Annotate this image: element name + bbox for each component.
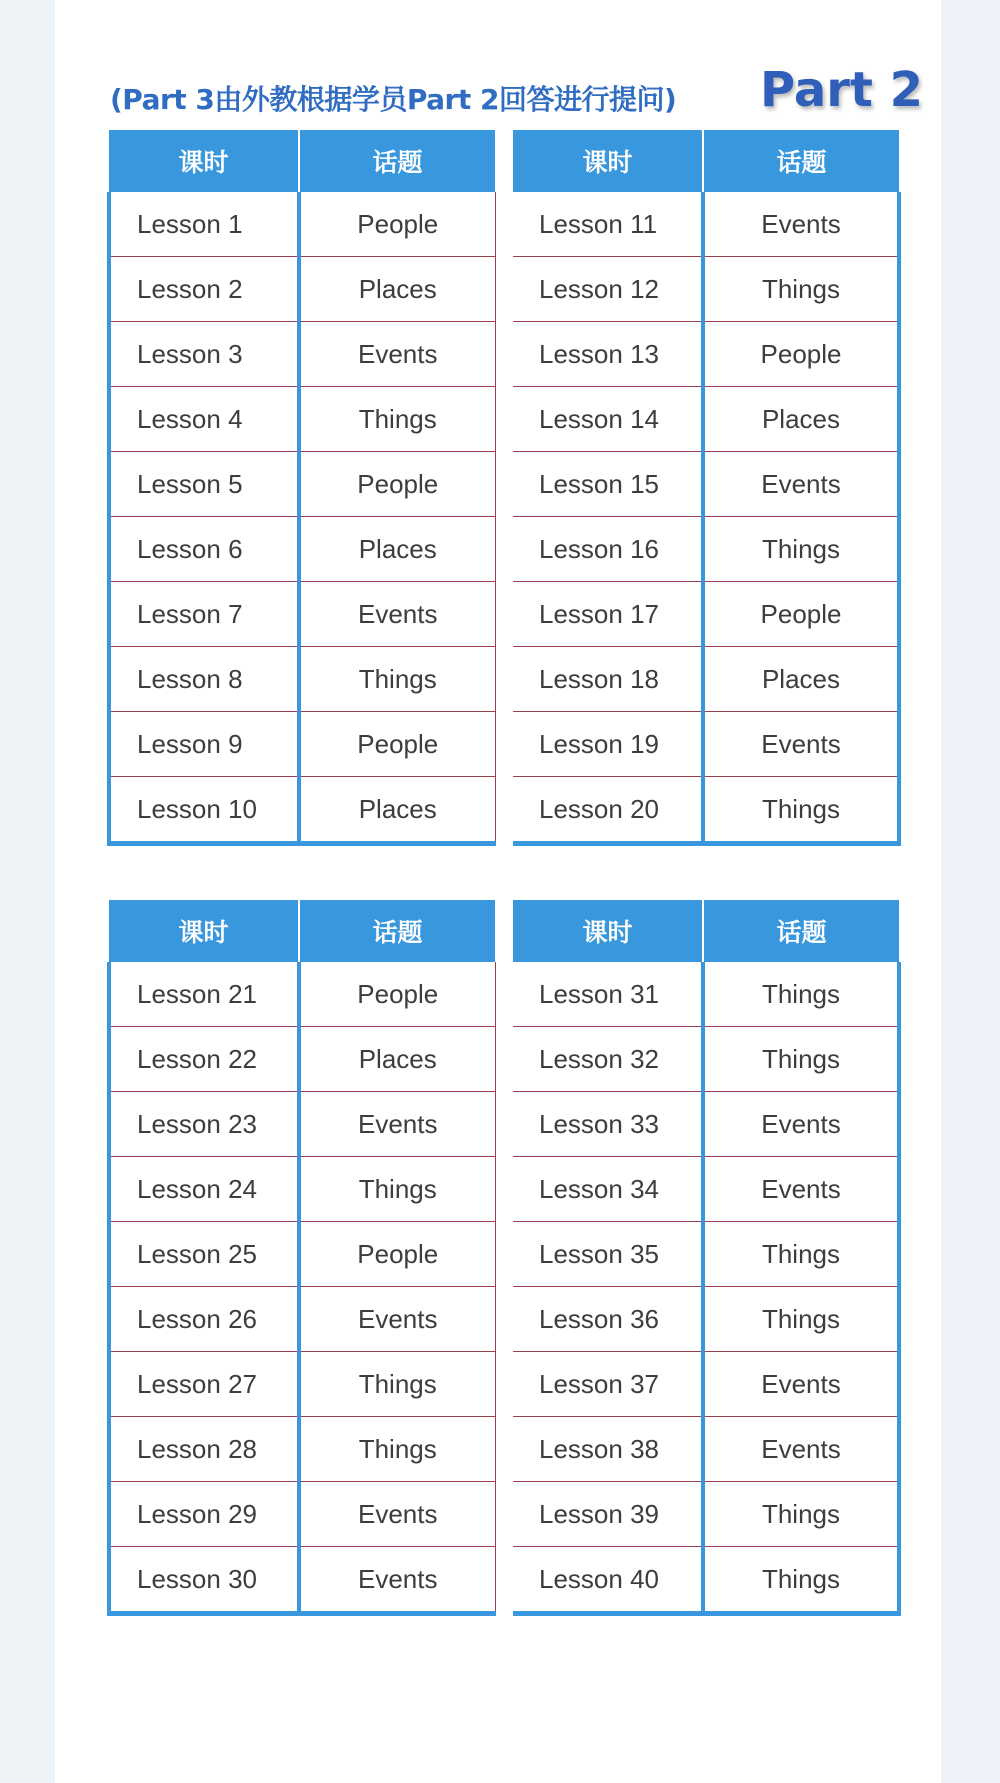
table-row [109,1352,495,1417]
lesson-cell: Lesson 36 [513,1287,703,1352]
topic-cell: Events [299,582,495,647]
topic-cell: Events [299,1547,495,1614]
lesson-cell: Lesson 40 [513,1547,703,1614]
lesson-cell: Lesson 19 [513,712,703,777]
table-row [513,582,899,647]
table-row [513,452,899,517]
table-row [109,1157,495,1222]
table-row [109,1027,495,1092]
lesson-cell: Lesson 13 [513,322,703,387]
table-header-row [109,900,495,962]
lesson-cell: Lesson 23 [109,1092,299,1157]
topic-cell: Things [299,1417,495,1482]
part3-note: (Part 3由外教根据学员Part 2回答进行提问) [110,83,677,116]
table-row [109,582,495,647]
lesson-cell: Lesson 3 [109,322,299,387]
lesson-cell: Lesson 9 [109,712,299,777]
table-row [109,517,495,582]
lesson-cell: Lesson 38 [513,1417,703,1482]
topic-cell: Events [703,192,899,257]
lesson-table-4 [513,900,901,1616]
table-row [513,712,899,777]
table-row [109,387,495,452]
table-row [513,1157,899,1222]
topic-cell: People [299,962,495,1027]
table-row [513,1352,899,1417]
table-row [109,257,495,322]
lesson-cell: Lesson 5 [109,452,299,517]
table-row [513,1027,899,1092]
table-row [513,1482,899,1547]
topic-cell: Things [703,1482,899,1547]
lesson-column-header: 课时 [109,900,299,962]
table-row [109,962,495,1027]
table-row [109,322,495,387]
lesson-column-header: 课时 [513,130,703,192]
lesson-cell: Lesson 10 [109,777,299,844]
lesson-cell: Lesson 34 [513,1157,703,1222]
topic-cell: People [299,1222,495,1287]
lesson-cell: Lesson 32 [513,1027,703,1092]
topic-cell: Things [703,1222,899,1287]
lesson-cell: Lesson 11 [513,192,703,257]
lesson-cell: Lesson 8 [109,647,299,712]
table-row [109,1482,495,1547]
lesson-cell: Lesson 14 [513,387,703,452]
topic-cell: Events [703,452,899,517]
lesson-cell: Lesson 18 [513,647,703,712]
topic-cell: Events [703,712,899,777]
lesson-cell: Lesson 16 [513,517,703,582]
lesson-cell: Lesson 15 [513,452,703,517]
lesson-cell: Lesson 4 [109,387,299,452]
topic-cell: Places [299,1027,495,1092]
lesson-column-header: 课时 [109,130,299,192]
lesson-cell: Lesson 21 [109,962,299,1027]
table-row [513,962,899,1027]
table-row [513,322,899,387]
topic-cell: Things [703,517,899,582]
topic-cell: People [703,582,899,647]
lesson-table-1 [107,130,496,846]
topic-cell: Things [299,387,495,452]
lesson-cell: Lesson 31 [513,962,703,1027]
table-row [513,647,899,712]
lesson-table-2 [513,130,901,846]
topic-cell: People [299,712,495,777]
table-row [513,257,899,322]
topic-cell: Things [703,1547,899,1614]
table-row [109,1417,495,1482]
table-header-row [513,900,899,962]
table-row [109,777,495,844]
topic-cell: Places [299,777,495,844]
topic-cell: Places [703,647,899,712]
table-row [109,452,495,517]
topic-cell: Things [703,257,899,322]
lesson-cell: Lesson 37 [513,1352,703,1417]
table-row [513,777,899,844]
table-row [109,1287,495,1352]
topic-cell: Things [703,1027,899,1092]
topic-cell: Events [703,1092,899,1157]
lesson-cell: Lesson 39 [513,1482,703,1547]
topic-cell: Things [703,962,899,1027]
lesson-cell: Lesson 6 [109,517,299,582]
part-title: Part 2 [760,62,924,118]
lesson-cell: Lesson 35 [513,1222,703,1287]
table-row [513,1092,899,1157]
table-header-row [109,130,495,192]
table-row [513,192,899,257]
lesson-cell: Lesson 28 [109,1417,299,1482]
lesson-cell: Lesson 2 [109,257,299,322]
lesson-cell: Lesson 1 [109,192,299,257]
lesson-cell: Lesson 26 [109,1287,299,1352]
topic-cell: Things [703,1287,899,1352]
topic-cell: Events [703,1352,899,1417]
topic-column-header: 话题 [299,130,495,192]
lesson-cell: Lesson 30 [109,1547,299,1614]
topic-cell: Things [299,1352,495,1417]
table-row [513,1417,899,1482]
topic-column-header: 话题 [703,900,899,962]
topic-column-header: 话题 [299,900,495,962]
lesson-cell: Lesson 25 [109,1222,299,1287]
table-row [513,1287,899,1352]
topic-cell: Events [299,1482,495,1547]
topic-cell: Events [299,1092,495,1157]
lesson-cell: Lesson 29 [109,1482,299,1547]
topic-cell: People [703,322,899,387]
lesson-cell: Lesson 24 [109,1157,299,1222]
topic-cell: Things [299,647,495,712]
table-row [109,192,495,257]
topic-cell: People [299,452,495,517]
lesson-cell: Lesson 33 [513,1092,703,1157]
table-row [109,647,495,712]
lesson-table-3 [107,900,496,1616]
topic-cell: Things [703,777,899,844]
table-row [513,387,899,452]
lesson-cell: Lesson 7 [109,582,299,647]
lesson-cell: Lesson 22 [109,1027,299,1092]
topic-cell: Places [299,257,495,322]
topic-cell: Events [703,1157,899,1222]
topic-cell: Events [299,322,495,387]
lesson-cell: Lesson 20 [513,777,703,844]
topic-cell: People [299,192,495,257]
table-row [513,517,899,582]
lesson-column-header: 课时 [513,900,703,962]
table-row [109,712,495,777]
topic-cell: Events [299,1287,495,1352]
table-row [109,1547,495,1614]
table-row [513,1222,899,1287]
table-row [109,1222,495,1287]
topic-cell: Places [703,387,899,452]
topic-cell: Events [703,1417,899,1482]
lesson-cell: Lesson 12 [513,257,703,322]
topic-cell: Things [299,1157,495,1222]
topic-cell: Places [299,517,495,582]
table-row [513,1547,899,1614]
lesson-cell: Lesson 17 [513,582,703,647]
table-header-row [513,130,899,192]
lesson-cell: Lesson 27 [109,1352,299,1417]
topic-column-header: 话题 [703,130,899,192]
table-row [109,1092,495,1157]
